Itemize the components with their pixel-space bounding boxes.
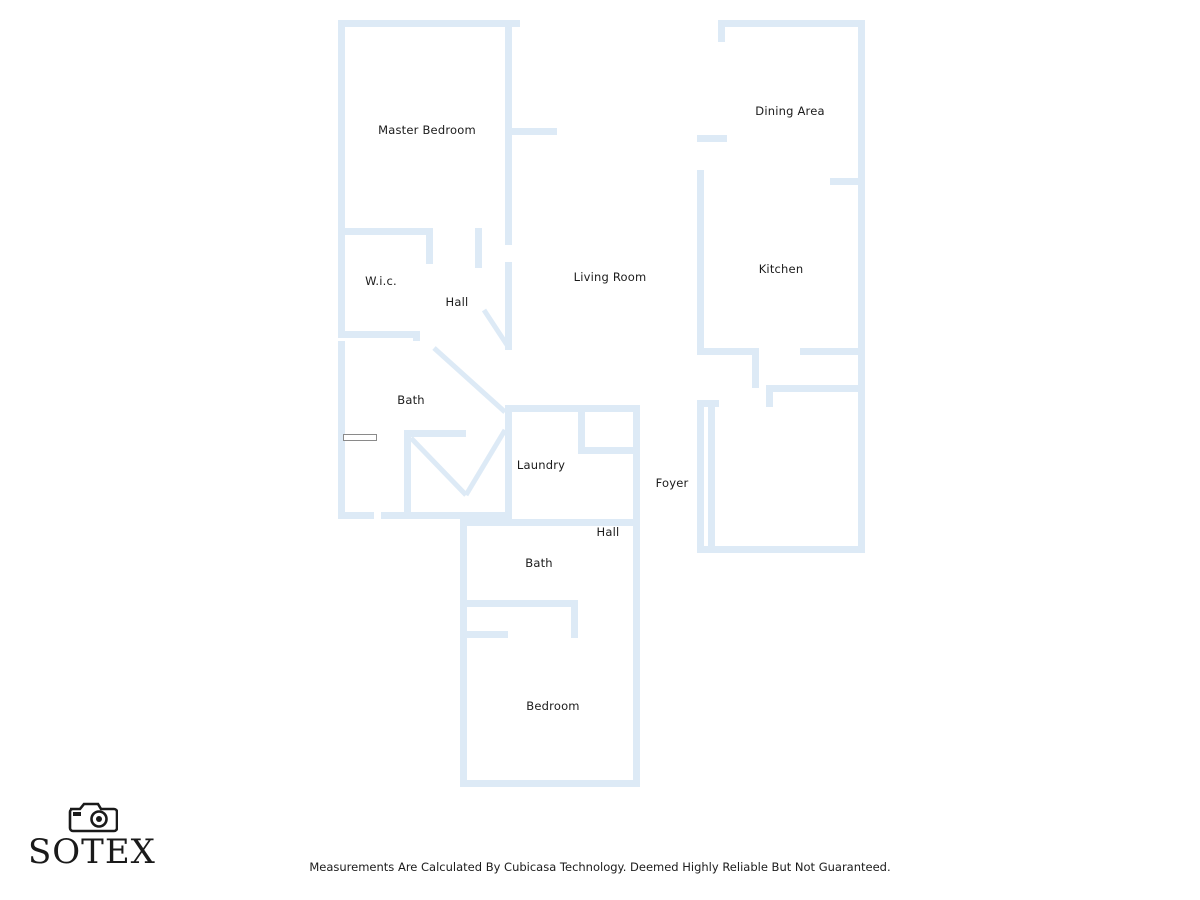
- wall-segment: [766, 385, 865, 392]
- wall-segment: [338, 331, 420, 338]
- room-label: Hall: [596, 525, 620, 539]
- room-label: Foyer: [655, 476, 689, 490]
- wall-segment: [858, 348, 865, 553]
- wall-segment: [697, 348, 759, 355]
- door-swings-group: [411, 310, 509, 495]
- room-label: Kitchen: [758, 262, 804, 276]
- wall-segment: [718, 20, 725, 42]
- room-label: Bedroom: [526, 699, 580, 713]
- room-label: W.i.c.: [365, 274, 397, 288]
- door-swing: [466, 430, 505, 495]
- wall-segment: [697, 135, 704, 141]
- door-swing: [434, 348, 505, 412]
- wall-segment: [800, 348, 865, 355]
- wall-segment: [858, 178, 865, 353]
- wall-segment: [752, 348, 759, 388]
- room-label: Bath: [397, 393, 425, 407]
- wall-segment: [505, 405, 512, 520]
- wall-segment: [338, 228, 433, 235]
- wall-segment: [338, 341, 345, 519]
- wall-segment: [697, 400, 704, 552]
- room-label: Living Room: [573, 270, 647, 284]
- room-label: Bath: [525, 556, 553, 570]
- wall-segment: [338, 512, 374, 519]
- wall-segment: [404, 430, 466, 437]
- wall-segment: [505, 20, 512, 140]
- wall-segment: [426, 228, 433, 264]
- wall-segment: [338, 20, 345, 234]
- wall-segment: [460, 780, 640, 787]
- wall-segment: [413, 331, 420, 341]
- door-swing: [411, 438, 466, 495]
- wall-segment: [381, 512, 511, 519]
- brand-name: SOTEX: [28, 832, 156, 872]
- wall-segment: [708, 400, 715, 552]
- wall-segment: [505, 135, 512, 245]
- wall-segment: [505, 262, 512, 350]
- wall-segment: [697, 546, 865, 553]
- wall-segment: [475, 228, 482, 268]
- room-label: Hall: [445, 295, 469, 309]
- wall-segment: [505, 128, 557, 135]
- wall-segment: [460, 600, 578, 607]
- window-symbol: [343, 434, 377, 441]
- room-label: Dining Area: [755, 104, 825, 118]
- wall-segment: [338, 20, 520, 27]
- wall-segment: [697, 170, 704, 355]
- wall-segment: [633, 405, 640, 667]
- wall-segment: [718, 20, 865, 27]
- wall-segment: [505, 405, 640, 412]
- wall-segment: [633, 660, 640, 787]
- wall-segment: [571, 600, 578, 638]
- wall-segment: [338, 228, 345, 338]
- wall-segment: [404, 430, 411, 519]
- wall-segment: [460, 631, 508, 638]
- wall-segment: [766, 385, 773, 407]
- measurement-disclaimer: Measurements Are Calculated By Cubicasa Technology. Deemed Highly Reliable But Not Guaranteed.: [309, 860, 891, 874]
- wall-segment: [460, 519, 467, 787]
- wall-segment: [578, 447, 640, 454]
- room-label: Laundry: [516, 458, 566, 472]
- room-label: Master Bedroom: [378, 123, 476, 137]
- wall-segment: [858, 20, 865, 182]
